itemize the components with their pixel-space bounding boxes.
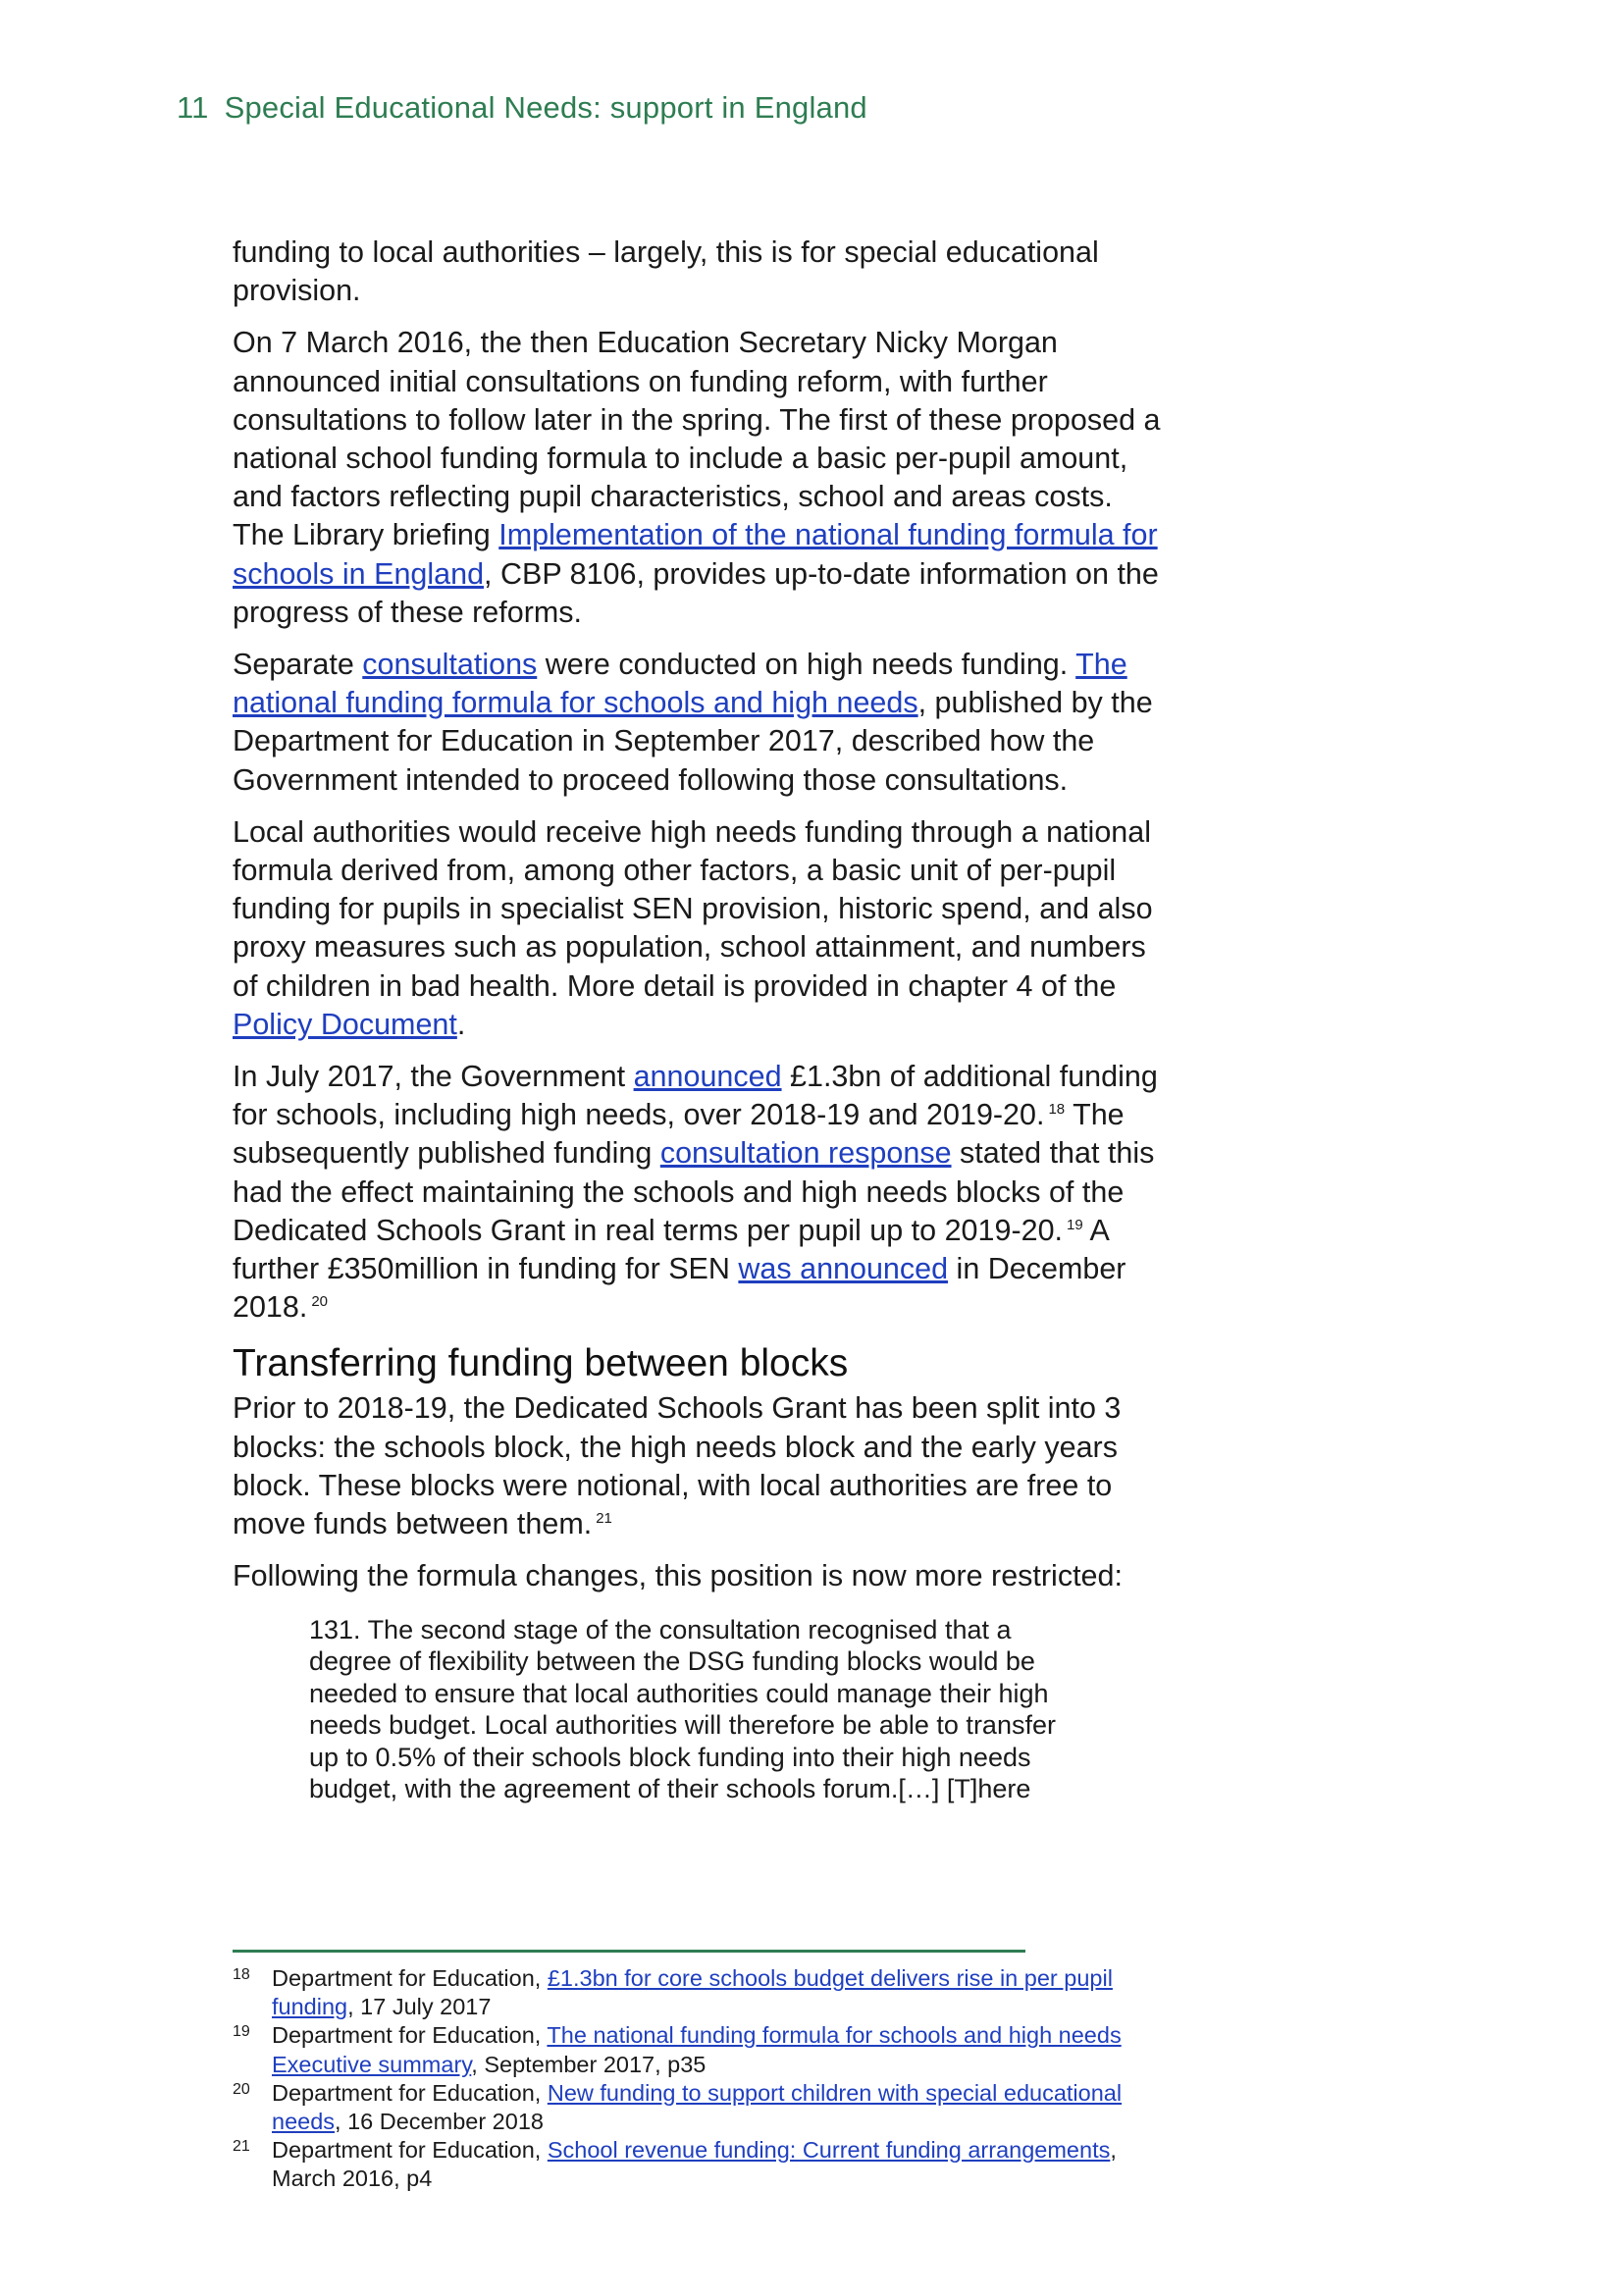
footnote-ref-20[interactable]: 20 [311, 1293, 329, 1311]
paragraph-text: £1.3bn of additional funding for schools, including high needs, over 2018-19 and 2019-20. [233, 1060, 1158, 1132]
footnote-number: 20 [233, 2080, 250, 2098]
quote-text: 131. The second stage of the consultation recognised that a degree of flexibility between the DSG funding blocks would be needed to ensure that local authorities could manage their high needs budget. Local authorities will therefore be able to transfer up to 0.5% of their schools block funding into their high needs budget, with the agreement of their schools forum.[…] [T]here [309, 1614, 1056, 1803]
footnote-tail: , September 2017, p35 [471, 2051, 707, 2077]
footnote-ref-21[interactable]: 21 [596, 1509, 612, 1527]
footnote-20 [233, 2079, 1175, 2136]
document-title: Special Educational Needs: support in England [224, 90, 867, 125]
footnote-link[interactable]: The national funding formula for schools and high needs Executive summary [272, 2022, 1122, 2077]
paragraph-7 [233, 1557, 1165, 1595]
link-consultations[interactable]: consultations [362, 648, 538, 682]
link-nff-schools-high-needs[interactable]: The national funding formula for schools and high needs [233, 648, 1127, 720]
footnote-ref-19[interactable]: 19 [1067, 1216, 1083, 1233]
paragraph-text: Separate [233, 648, 363, 682]
paragraph-text: . [456, 1007, 466, 1041]
paragraph-text: were conducted on high needs funding. [537, 648, 1076, 682]
footnote-tail: , March 2016, p4 [272, 2137, 1117, 2192]
footnote-tail: , 17 July 2017 [347, 1994, 492, 2020]
footnote-source: Department for Education, [272, 2137, 548, 2164]
paragraph-text: in December 2018. [233, 1252, 1126, 1325]
footnote-21 [233, 2136, 1175, 2193]
paragraph-text: A further £350million in funding for SEN [233, 1213, 1109, 1286]
section-heading: Transferring funding between blocks [233, 1342, 849, 1385]
paragraph-6 [233, 1389, 1165, 1543]
paragraph-text: , published by the Department for Education in September 2017, described how the Government intended to proceed following those consultations. [233, 686, 1153, 797]
link-implementation-nff[interactable]: Implementation of the national funding formula for schools in England [233, 518, 1158, 591]
paragraph-2 [233, 324, 1165, 632]
block-quote [309, 1614, 1084, 1805]
footnote-tail: , 16 December 2018 [335, 2109, 544, 2135]
footnote-number: 21 [233, 2138, 250, 2156]
paragraph-5 [233, 1058, 1165, 1327]
paragraph-text: stated that this had the effect maintaining the schools and high needs blocks of the Dedicated Schools Grant in real terms per pupil up to 2019-20. [233, 1136, 1155, 1247]
footnote-source: Department for Education, [272, 2079, 548, 2106]
footnotes [233, 1964, 1175, 2194]
paragraph-4 [233, 813, 1165, 1044]
footnote-link[interactable]: £1.3bn for core schools budget delivers rise in per pupil funding [272, 1965, 1113, 2020]
paragraph-text: , CBP 8106, provides up-to-date information on the progress of these reforms. [233, 556, 1159, 629]
link-was-announced[interactable]: was announced [738, 1252, 949, 1286]
paragraph-1 [233, 234, 1165, 310]
paragraph-text: In July 2017, the Government [233, 1060, 634, 1094]
paragraph-text: Following the formula changes, this position is now more restricted: [233, 1559, 1123, 1593]
paragraph-text: On 7 March 2016, the then Education Secretary Nicky Morgan announced initial consultations on funding reform, with further consultations to follow later in the spring. The first of these proposed a national school funding formula to include a basic per-pupil amount, and factors reflecting pupil characteristics, school and areas costs. The Library briefing [233, 326, 1161, 552]
paragraph-text: funding to local authorities – largely, this is for special educational provision. [233, 235, 1099, 308]
link-consultation-response[interactable]: consultation response [659, 1136, 952, 1171]
footnote-number: 19 [233, 2023, 250, 2041]
running-header [177, 90, 867, 126]
footnote-number: 18 [233, 1966, 250, 1983]
footnote-19 [233, 2021, 1175, 2078]
footnote-source: Department for Education, [272, 1965, 548, 1991]
page-number: 11 [177, 90, 209, 125]
paragraph-text: The subsequently published funding [233, 1098, 1125, 1171]
paragraph-3 [233, 646, 1165, 800]
footnote-source: Department for Education, [272, 2022, 548, 2049]
footnote-ref-18[interactable]: 18 [1048, 1101, 1066, 1119]
paragraph-text: Local authorities would receive high needs funding through a national formula derived from, among other factors, a basic unit of per-pupil funding for pupils in specialist SEN provision, historic spend, and also proxy measures such as population, school attainment, and numbers of children in bad health. More detail is provided in chapter 4 of the [233, 814, 1153, 1003]
footnote-link[interactable]: School revenue funding: Current funding arrangements [547, 2137, 1111, 2164]
paragraph-text: Prior to 2018-19, the Dedicated Schools Grant has been split into 3 blocks: the schools block, the high needs block and the early years block. These blocks were notional, with local authorities are free to move funds between them. [233, 1391, 1122, 1541]
footnote-link[interactable]: New funding to support children with special educational needs [272, 2079, 1123, 2135]
link-announced[interactable]: announced [633, 1060, 782, 1094]
footnote-divider [233, 1950, 1025, 1953]
link-policy-document[interactable]: Policy Document [233, 1007, 457, 1041]
main-content [233, 234, 1165, 1805]
footnote-18 [233, 1964, 1175, 2021]
